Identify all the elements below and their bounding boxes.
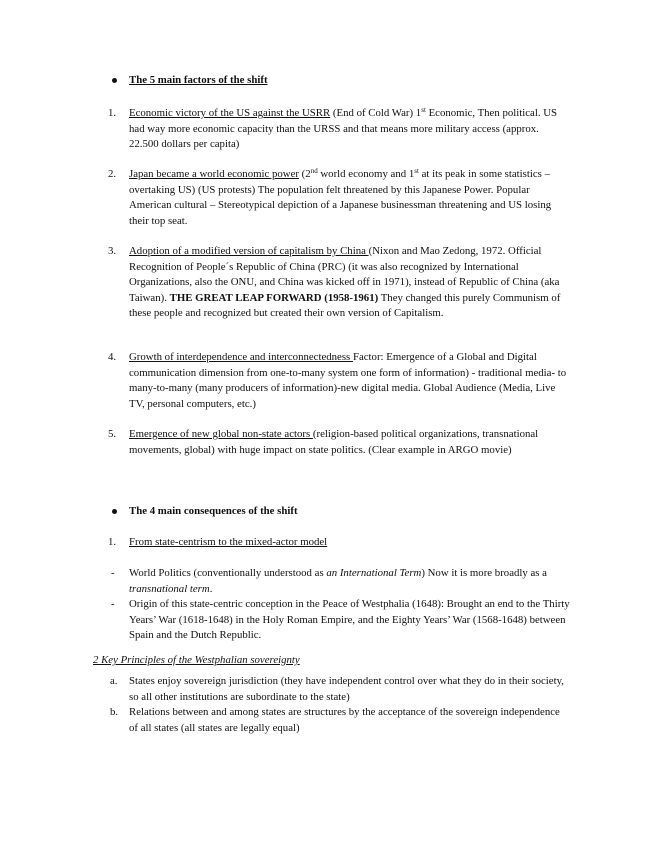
item-sup: nd (310, 167, 318, 175)
list-number: 4. (108, 351, 117, 363)
list-item-factor-3 (129, 244, 569, 322)
dash-mark: - (111, 567, 115, 579)
dash-text: ) Now it is more broadly as a (421, 567, 547, 579)
dash-text: World Politics (conventionally understood as (129, 567, 327, 579)
item-text: (religion-based political organizations, transnational movements, global) with huge impact on state politics. (Clear example in ARGO movie) (129, 428, 539, 456)
subheading-westphalian-principles: 2 Key Principles of the Westphalian sovereignty (93, 654, 300, 666)
list-item-factor-4 (129, 350, 569, 412)
consequence-1-label: From state-centrism to the mixed-actor model (129, 536, 328, 548)
list-letter: a. (110, 675, 118, 687)
item-text: (End of Cold War) 1 (330, 107, 422, 119)
list-letter: b. (110, 706, 119, 718)
list-item-factor-2 (129, 167, 569, 229)
item-sup: st (421, 106, 426, 114)
dash-mark: - (111, 598, 115, 610)
item-sup: st (414, 167, 419, 175)
item-text: world economy and 1 (317, 168, 415, 180)
item-lead: Economic victory of the US against the USRR (129, 107, 331, 119)
bullet-icon (112, 78, 117, 83)
item-text: Economic, Then political. US had way more economic capacity than the URSS and that means more military access (approx. 22.500 dollars per capita) (129, 107, 558, 151)
item-bold: THE GREAT LEAP FORWARD (1958-1961) (169, 291, 379, 304)
principle-b: Relations between and among states are structures by the acceptance of the sovereign independence of all states (all states are legally equal) (129, 706, 560, 734)
dash-item-world-politics (129, 566, 569, 597)
item-text: They changed this purely Communism of these people and recognized but created their own version of Capitalism. (129, 291, 561, 320)
list-item-factor-1 (129, 106, 569, 153)
dash-item-westphalia: Origin of this state-centric conception in the Peace of Westphalia (1648): Brought an end to the Thirty Years’ War (1618-1648) in the Holy Roman Empire, and the Eighty Years’ War (1568-1648) between Spain and the Dutch Republic. (129, 598, 570, 642)
list-number: 1. (108, 107, 117, 119)
item-lead: Growth of interdependence and interconnectedness (129, 351, 353, 363)
list-number: 5. (108, 428, 117, 440)
item-text: at its peak in some statistics – overtaking US) (US protests) The population felt threatened by this Japanese Power. Popular American cultural – Stereotypical depiction of a Japanese businessman threatening and US losing their top seat. (129, 168, 552, 227)
item-text: (2 (298, 168, 311, 180)
dash-italic: an International Term (326, 567, 422, 579)
dash-text: . (209, 582, 213, 595)
bullet-icon (112, 509, 117, 514)
item-lead: Emergence of new global non-state actors (129, 428, 313, 440)
list-number: 3. (108, 245, 117, 257)
list-number: 2. (108, 168, 117, 180)
list-number: 1. (108, 536, 117, 548)
item-text: (Nixon and Mao Zedong, 1972. Official Recognition of People´s Republic of China (PRC) (it was also recognized by International Organizations, also the ONU, and China was kicked off in 1971), instead of Republic of China (aka Taiwan). (129, 245, 560, 304)
dash-italic: transnational term (129, 582, 210, 595)
list-item-factor-5 (129, 427, 569, 458)
item-lead: Japan became a world economic power (129, 168, 299, 180)
section-heading-consequences: The 4 main consequences of the shift (129, 505, 298, 517)
item-lead: Adoption of a modified version of capitalism by China (129, 245, 369, 257)
section-heading-factors: The 5 main factors of the shift (129, 74, 268, 86)
principle-a: States enjoy sovereign jurisdiction (they have independent control over what they do in their society, so all other institutions are subordinate to the state) (129, 675, 564, 703)
item-text: Factor: Emergence of a Global and Digital communication dimension from one-to-many system one form of information) - traditional media- to many-to-many (many producers of information)-new digital media. Global Audience (Media, Live TV, personal computers, etc.) (129, 351, 567, 410)
